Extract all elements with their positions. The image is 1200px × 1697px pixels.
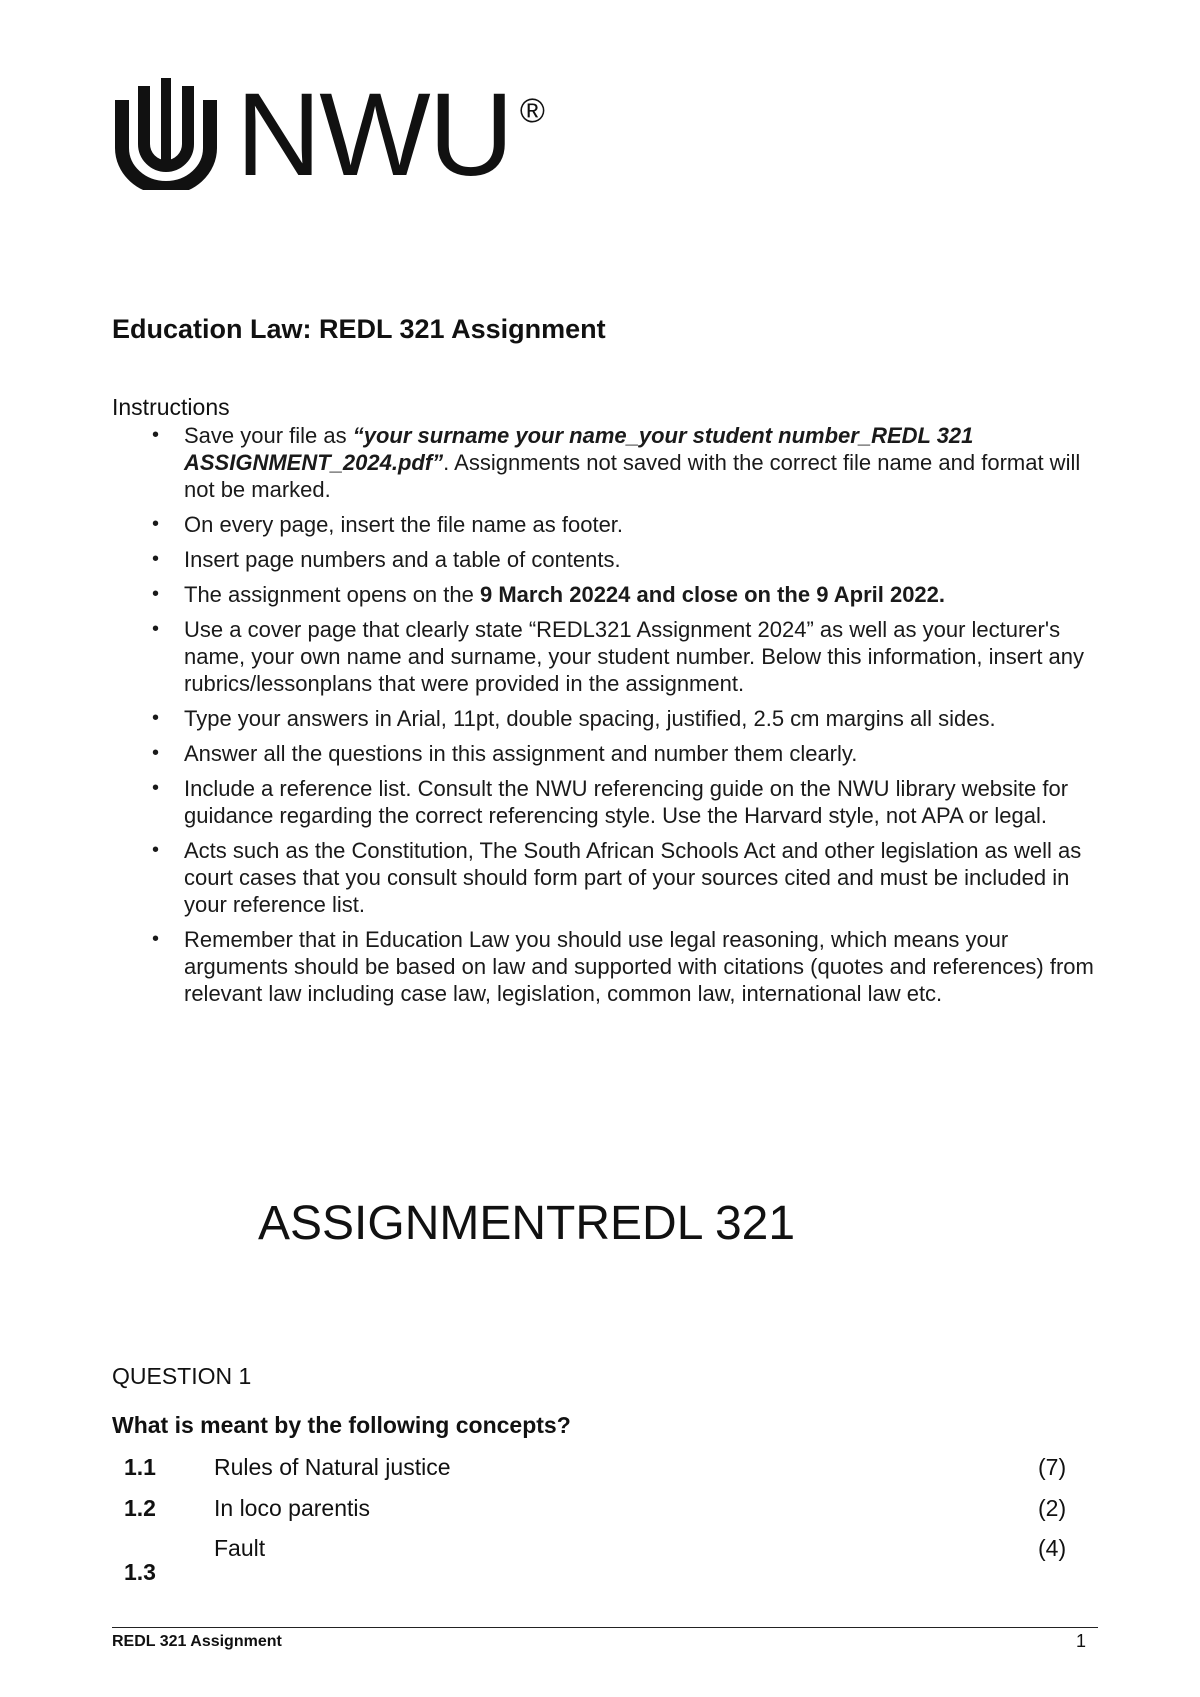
bullet-icon: • <box>152 777 160 799</box>
instruction-item <box>112 775 1102 829</box>
instruction-text: Insert page numbers and a table of contents. <box>184 547 621 572</box>
bullet-icon: • <box>152 618 160 640</box>
question-number: 1.2 <box>124 1495 156 1521</box>
bullet-icon: • <box>152 583 160 605</box>
question-text: Fault <box>214 1535 266 1561</box>
question-number: 1.1 <box>124 1454 156 1480</box>
bullet-icon: • <box>152 928 160 950</box>
bullet-icon: • <box>152 513 160 535</box>
question-mark: (2) <box>1038 1495 1067 1521</box>
instruction-text: Answer all the questions in this assignment and number them clearly. <box>184 741 858 766</box>
footer-label: REDL 321 Assignment <box>112 1633 282 1650</box>
instruction-text: Use a cover page that clearly state “REDL321 Assignment 2024” as well as your lecturer's name, your own name and surname, your student number. Below this information, insert any rubrics/lessonplans that were provided in the assignment. <box>184 617 1085 696</box>
nwu-logo <box>110 69 545 201</box>
bullet-icon: • <box>152 424 160 446</box>
instruction-text: Acts such as the Constitution, The South African Schools Act and other legislation as well as court cases that you consult should form part of your sources cited and must be included in your reference list. <box>184 838 1082 917</box>
logo-wordmark: NWU <box>236 69 512 201</box>
question-number: 1.3 <box>124 1559 156 1585</box>
instruction-text: Save your file as <box>184 423 353 448</box>
question-row <box>0 1495 1200 1525</box>
registered-mark: ® <box>519 92 545 130</box>
question-prompt: What is meant by the following concepts? <box>112 1412 571 1438</box>
question-mark: (7) <box>1038 1454 1067 1480</box>
instruction-text: “your surname your name_your student number_REDL 321 ASSIGNMENT_2024.pdf” <box>184 423 974 475</box>
instruction-text: 9 March 20224 and close on the 9 April 2022. <box>479 582 946 607</box>
instruction-item <box>112 581 1102 608</box>
instruction-item <box>112 546 1102 573</box>
page-number: 1 <box>1076 1631 1087 1651</box>
instruction-text: Include a reference list. Consult the NWU referencing guide on the NWU library website for guidance regarding the correct referencing style. Use the Harvard style, not APA or legal. <box>184 776 1069 828</box>
instruction-item <box>112 837 1102 918</box>
bullet-icon: • <box>152 707 160 729</box>
instruction-text: The assignment opens on the <box>184 582 480 607</box>
bullet-icon: • <box>152 548 160 570</box>
instruction-item <box>112 616 1102 697</box>
instruction-text: . Assignments not saved with the correct file name and format will not be marked. <box>184 450 1081 502</box>
bullet-icon: • <box>152 742 160 764</box>
instructions-heading: Instructions <box>112 394 230 420</box>
question-text: In loco parentis <box>214 1495 370 1521</box>
assignment-heading: ASSIGNMENTREDL 321 <box>258 1197 796 1250</box>
instruction-text: Type your answers in Arial, 11pt, double spacing, justified, 2.5 cm margins all sides. <box>184 706 996 731</box>
instruction-item <box>112 705 1102 732</box>
bullet-icon: • <box>152 839 160 861</box>
instruction-item <box>112 511 1102 538</box>
instruction-text: On every page, insert the file name as footer. <box>184 512 624 537</box>
question-mark: (4) <box>1038 1535 1067 1561</box>
question-row <box>0 1559 1200 1589</box>
document-title: Education Law: REDL 321 Assignment <box>112 314 606 344</box>
nwu-emblem-icon <box>110 78 222 190</box>
instruction-item <box>112 740 1102 767</box>
question-row <box>0 1454 1200 1484</box>
question-text: Rules of Natural justice <box>214 1454 451 1480</box>
instruction-item <box>112 926 1102 1007</box>
footer-divider <box>112 1627 1098 1628</box>
instruction-item <box>112 422 1102 503</box>
question-heading: QUESTION 1 <box>112 1363 252 1389</box>
instruction-text: Remember that in Education Law you should use legal reasoning, which means your arguments should be based on law and supported with citations (quotes and references) from relevant law including case law, legislation, common law, international law etc. <box>184 927 1094 1006</box>
instructions-list <box>112 422 1102 1015</box>
